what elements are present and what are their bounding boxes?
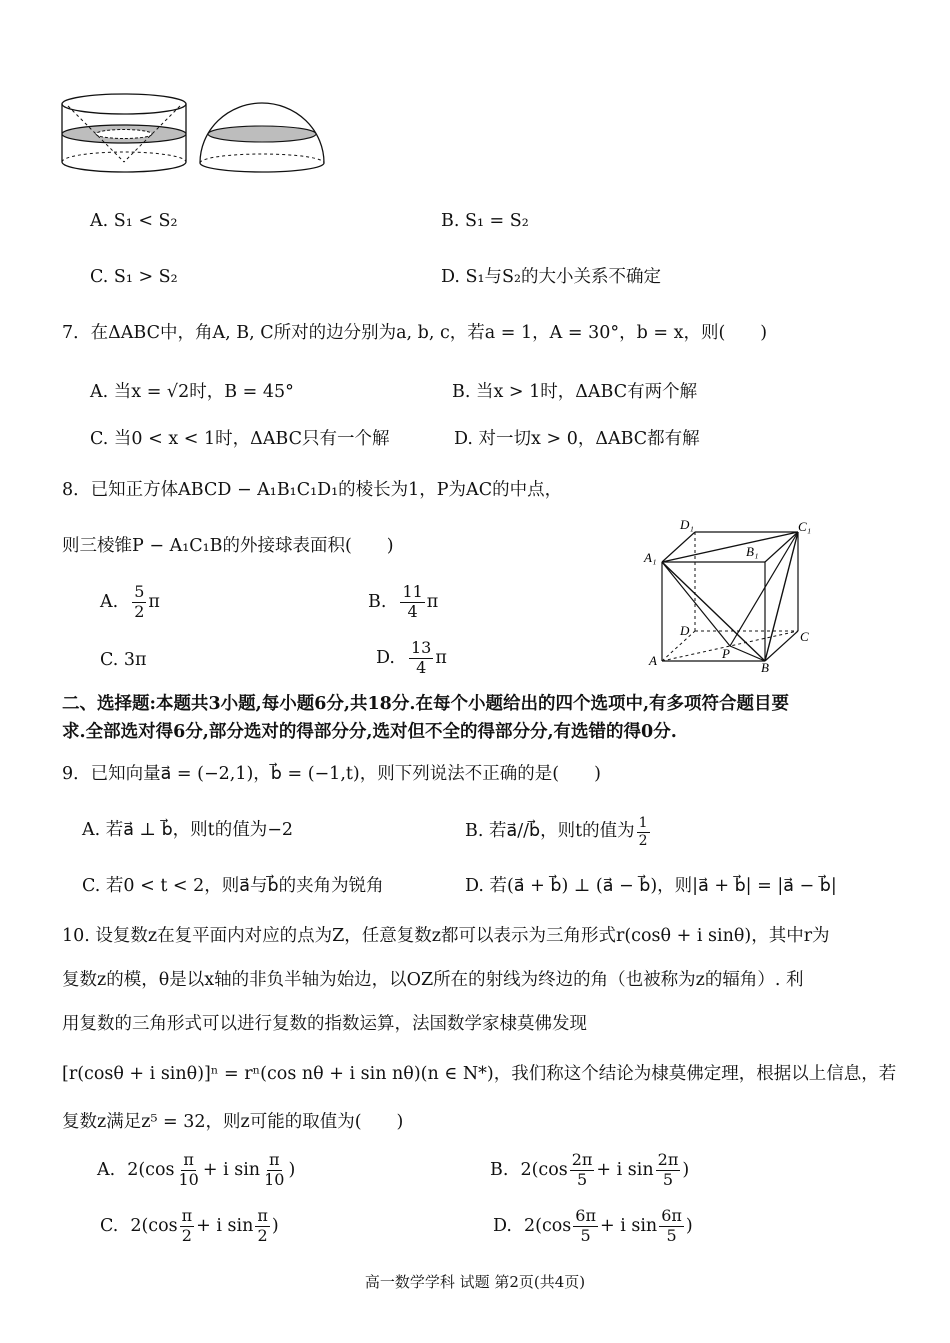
q8-option-d bbox=[376, 640, 447, 677]
q10-option-c bbox=[100, 1208, 279, 1245]
q10-option-d bbox=[493, 1208, 693, 1245]
denominator: 5 bbox=[666, 1225, 677, 1245]
option-label: A. bbox=[100, 591, 119, 612]
option-label: B. bbox=[490, 1159, 509, 1180]
numerator: π bbox=[183, 1150, 194, 1169]
q9-option-d: D. 若(a⃗ + b⃗) ⊥ (a⃗ − b⃗)，则|a⃗ + b⃗| = |a⃗ − b⃗| bbox=[465, 876, 837, 896]
q8-option-c: C. 3π bbox=[100, 650, 147, 670]
cube-label-d: D bbox=[680, 623, 690, 638]
q9-option-a: A. 若a⃗ ⊥ b⃗，则t的值为−2 bbox=[82, 820, 294, 840]
q10-line1: 10. 设复数z在复平面内对应的点为Z，任意复数z都可以表示为三角形式r(cosθ + i sinθ)，其中r为 bbox=[62, 926, 830, 946]
q10-line4: [r(cosθ + i sinθ)]ⁿ = rⁿ(cos nθ + i sin nθ)(n ∈ N*)，我们称这个结论为棣莫佛定理，根据以上信息，若 bbox=[62, 1064, 897, 1084]
q7-option-d: D. 对一切x > 0，ΔABC都有解 bbox=[454, 429, 700, 449]
expr-end: ) bbox=[271, 1215, 279, 1236]
cube-label-b1: B₁ bbox=[746, 544, 759, 559]
q10-line3: 用复数的三角形式可以进行复数的指数运算，法国数学家棣莫佛发现 bbox=[62, 1014, 587, 1034]
denominator: 4 bbox=[416, 657, 427, 677]
denominator: 2 bbox=[134, 601, 145, 621]
fraction bbox=[262, 1152, 286, 1189]
option-label: D. bbox=[376, 647, 395, 668]
q7-stem: 7．在ΔABC中，角A, B, C所对的边分别为a, b, c，若a = 1，A = 30°，b = x，则( ) bbox=[62, 323, 768, 343]
cube-label-d1: D₁ bbox=[680, 517, 694, 532]
q10-option-a bbox=[97, 1152, 295, 1189]
numerator: 6π bbox=[661, 1206, 682, 1225]
fraction bbox=[570, 1152, 595, 1189]
hemisphere-figure bbox=[198, 98, 326, 172]
q6-option-d: D. S₁与S₂的大小关系不确定 bbox=[441, 267, 662, 287]
fraction bbox=[132, 584, 146, 621]
expr-end: ) bbox=[682, 1159, 690, 1180]
cube-figure bbox=[640, 515, 820, 680]
page-footer: 高一数学学科 试题 第2页(共4页) bbox=[364, 1273, 586, 1291]
denominator: 2 bbox=[181, 1225, 192, 1245]
numerator: 2π bbox=[571, 1150, 593, 1169]
option-label: C. bbox=[100, 1215, 119, 1236]
option-label: D. bbox=[493, 1215, 512, 1236]
expr-end: ) bbox=[685, 1215, 693, 1236]
denominator: 10 bbox=[264, 1169, 285, 1189]
fraction bbox=[637, 816, 650, 848]
cube-label-b: B bbox=[761, 660, 769, 675]
q8-stem-line1: 8．已知正方体ABCD − A₁B₁C₁D₁的棱长为1，P为AC的中点， bbox=[62, 480, 563, 500]
q8-option-b bbox=[368, 584, 438, 621]
numerator: π bbox=[269, 1150, 280, 1169]
numerator: π bbox=[257, 1206, 268, 1225]
pi-symbol: π bbox=[148, 591, 160, 612]
q7-option-a: A. 当x = √2时，B = 45° bbox=[90, 382, 294, 402]
numerator: 2π bbox=[657, 1150, 679, 1169]
fraction bbox=[176, 1152, 200, 1189]
expr-pre: 2(cos bbox=[523, 1215, 572, 1236]
expr-end: ) bbox=[288, 1159, 296, 1180]
section2-line1: 二、选择题:本题共3小题,每小题6分,共18分.在每个小题给出的四个选项中,有多项符合题目要 bbox=[62, 694, 790, 714]
denominator: 4 bbox=[407, 601, 418, 621]
numerator: 6π bbox=[575, 1206, 596, 1225]
denominator: 2 bbox=[257, 1225, 268, 1245]
option-label: A. bbox=[97, 1159, 116, 1180]
expr-mid: + i sin bbox=[202, 1159, 261, 1180]
pi-symbol: π bbox=[426, 591, 439, 612]
expr-mid: + i sin bbox=[599, 1215, 658, 1236]
denominator: 5 bbox=[580, 1225, 591, 1245]
denominator: 5 bbox=[576, 1169, 588, 1189]
q7-option-c: C. 当0 < x < 1时，ΔABC只有一个解 bbox=[90, 429, 390, 449]
q9-option-b-text: B. 若a⃗//b⃗，则t的值为 bbox=[465, 821, 635, 842]
numerator: π bbox=[181, 1206, 193, 1225]
q10-line5: 复数z满足z⁵ = 32，则z可能的取值为( ) bbox=[62, 1112, 404, 1132]
expr-pre: 2(cos bbox=[130, 1215, 178, 1236]
numerator: 1 bbox=[638, 815, 648, 831]
fraction bbox=[255, 1208, 270, 1245]
expr-mid: + i sin bbox=[196, 1215, 254, 1236]
expr-mid: + i sin bbox=[596, 1159, 654, 1180]
expr-pre: 2(cos bbox=[520, 1159, 568, 1180]
denominator: 10 bbox=[178, 1169, 199, 1189]
q9-option-b bbox=[465, 816, 652, 848]
q8-option-a bbox=[100, 584, 160, 621]
q6-option-c: C. S₁ > S₂ bbox=[90, 267, 178, 287]
section2-line2: 求.全部选对得6分,部分选对的得部分分,选对但不全的得部分分,有选错的得0分. bbox=[62, 722, 677, 742]
cube-label-c: C bbox=[800, 629, 809, 644]
cube-label-a: A bbox=[649, 653, 657, 668]
numerator: 11 bbox=[402, 582, 423, 601]
q6-option-b: B. S₁ = S₂ bbox=[441, 211, 529, 231]
fraction bbox=[180, 1208, 195, 1245]
numerator: 5 bbox=[134, 582, 145, 601]
q7-option-b: B. 当x > 1时，ΔABC有两个解 bbox=[452, 382, 698, 402]
cube-label-p: P bbox=[722, 646, 730, 661]
q9-stem: 9．已知向量a⃗ = (−2,1)，b⃗ = (−1,t)，则下列说法不正确的是( ) bbox=[62, 764, 601, 784]
cube-label-c1: C₁ bbox=[798, 519, 812, 534]
option-label: B. bbox=[368, 591, 387, 612]
q8-stem-line2: 则三棱锥P − A₁C₁B的外接球表面积( ) bbox=[62, 536, 394, 556]
fraction bbox=[573, 1208, 598, 1245]
q10-option-b bbox=[490, 1152, 689, 1189]
fraction bbox=[656, 1152, 681, 1189]
fraction bbox=[659, 1208, 684, 1245]
q10-line2: 复数z的模，θ是以x轴的非负半轴为始边，以OZ所在的射线为终边的角（也被称为z的辐角）. 利 bbox=[62, 970, 804, 990]
fraction bbox=[409, 640, 433, 677]
denominator: 2 bbox=[638, 832, 648, 849]
pi-symbol: π bbox=[435, 647, 447, 668]
expr-pre: 2(cos bbox=[127, 1159, 175, 1180]
cylinder-cone-figure bbox=[60, 92, 195, 174]
q6-option-a: A. S₁ < S₂ bbox=[90, 211, 178, 231]
numerator: 13 bbox=[410, 638, 432, 657]
fraction bbox=[400, 584, 424, 621]
q9-option-c: C. 若0 < t < 2，则a⃗与b⃗的夹角为锐角 bbox=[82, 876, 384, 896]
denominator: 5 bbox=[662, 1169, 674, 1189]
cube-label-a1: A₁ bbox=[644, 550, 657, 565]
